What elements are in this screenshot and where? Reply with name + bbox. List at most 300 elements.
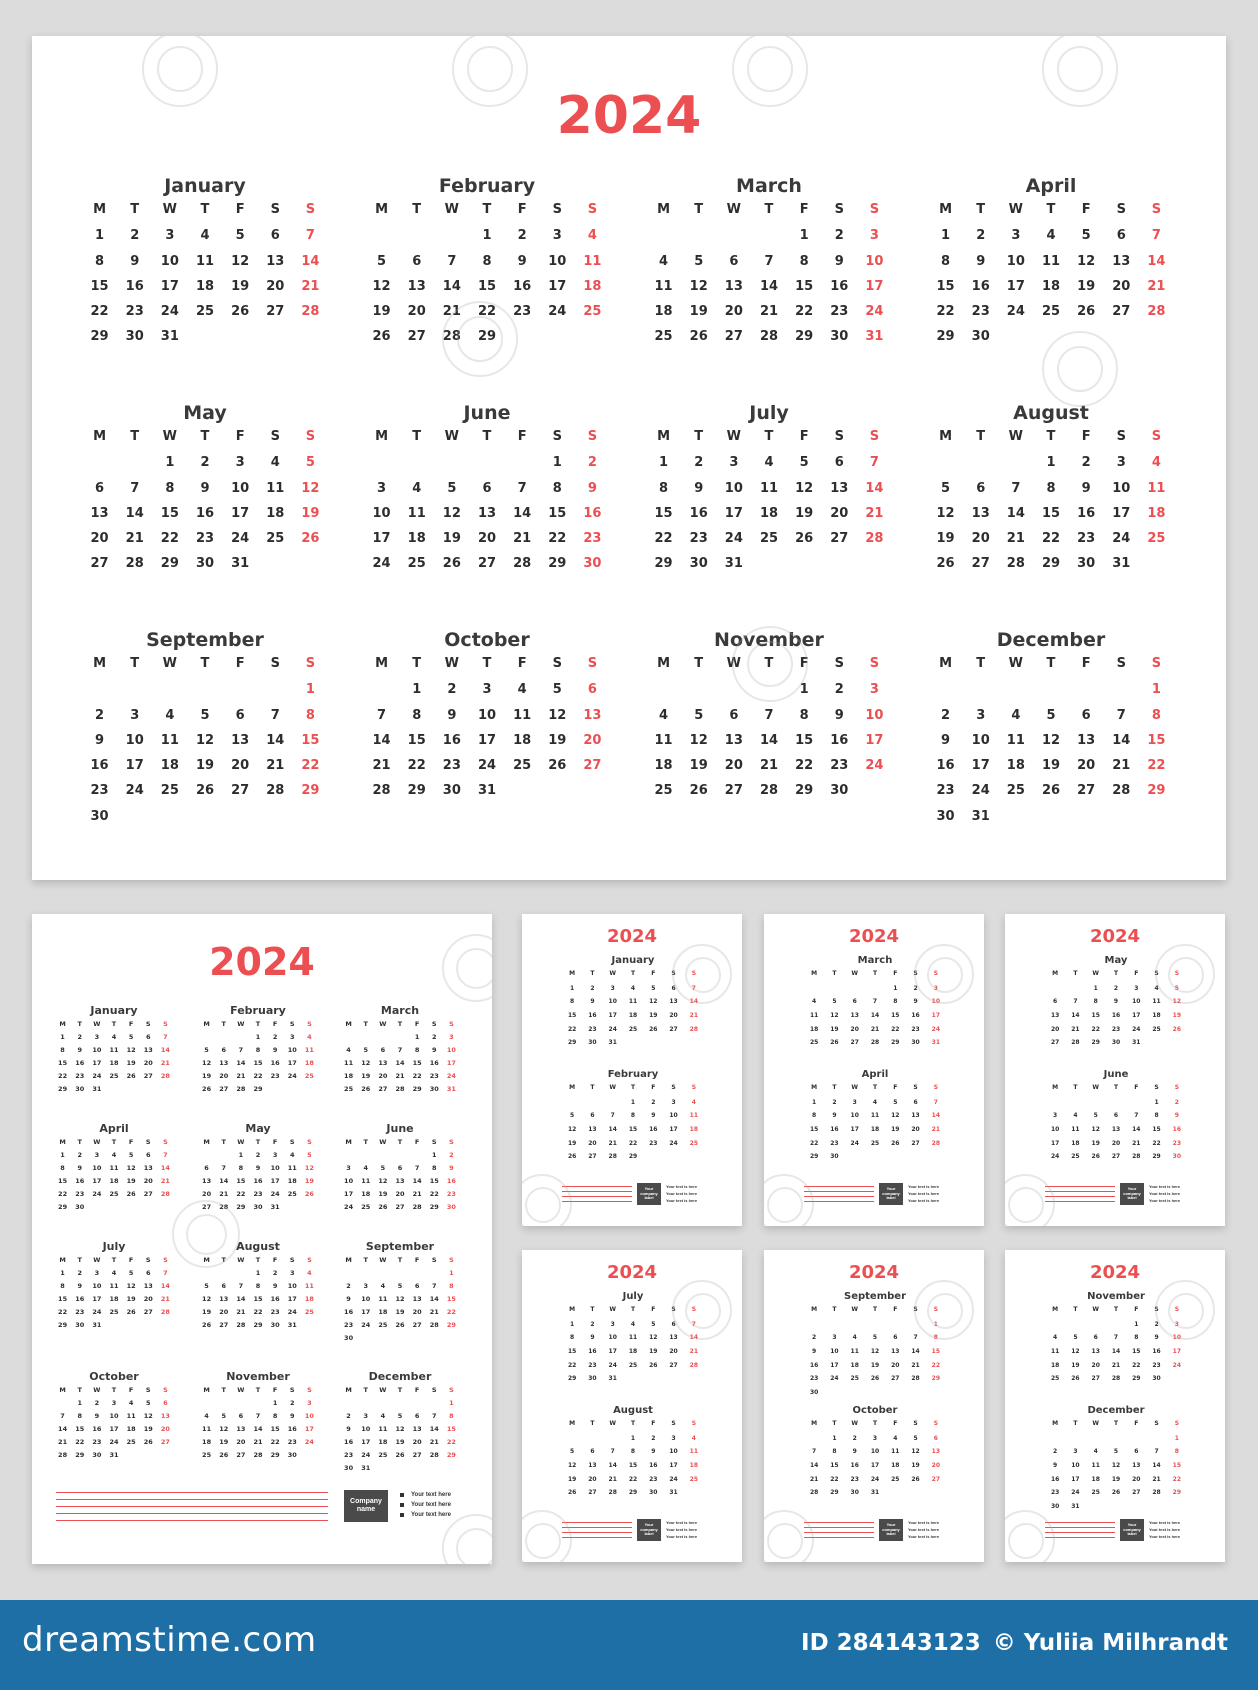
date-cell: 25 bbox=[378, 1321, 388, 1329]
contact-text: Your text is here bbox=[908, 1534, 940, 1539]
date-cell: 10 bbox=[287, 1046, 297, 1054]
date-cell: 28 bbox=[870, 1039, 880, 1047]
date-cell: 9 bbox=[651, 1112, 656, 1120]
date-cell: 14 bbox=[395, 1059, 405, 1067]
date-cell: 20 bbox=[724, 304, 743, 320]
sunday-date: 30 bbox=[583, 556, 602, 572]
date-cell: 27 bbox=[395, 1203, 405, 1211]
date-cell: 19 bbox=[372, 304, 391, 320]
date-cell: 5 bbox=[204, 1046, 209, 1054]
date-cell: 6 bbox=[221, 1282, 226, 1290]
date-cell: 12 bbox=[548, 707, 567, 723]
date-cell: 24 bbox=[372, 556, 391, 572]
date-cell: 2 bbox=[1081, 455, 1091, 471]
date-cell: 21 bbox=[253, 1438, 263, 1446]
weekday-header: S bbox=[1174, 1420, 1180, 1427]
date-cell: 7 bbox=[1073, 998, 1078, 1006]
date-cell: 18 bbox=[202, 1438, 212, 1446]
empty-cell bbox=[364, 450, 399, 475]
date-cell: 22 bbox=[936, 304, 955, 320]
date-cell: 12 bbox=[1091, 1126, 1100, 1134]
date-cell: 3 bbox=[363, 1412, 368, 1420]
date-cell: 4 bbox=[111, 1033, 117, 1041]
weekday-header: F bbox=[517, 656, 527, 671]
weekday-header: S bbox=[671, 1306, 676, 1313]
date-cell: 24 bbox=[477, 758, 497, 774]
weekday-header: M bbox=[345, 1386, 352, 1394]
date-cell: 7 bbox=[397, 1046, 403, 1054]
date-cell: 16 bbox=[75, 1295, 85, 1303]
month-block bbox=[340, 1122, 460, 1214]
sunday-date: 29 bbox=[446, 1451, 456, 1459]
two-month-page bbox=[1005, 914, 1225, 1226]
empty-cell bbox=[249, 1397, 266, 1410]
date-cell: 29 bbox=[429, 1203, 439, 1211]
date-cell: 31 bbox=[361, 1464, 371, 1472]
date-cell: 24 bbox=[287, 1072, 297, 1080]
weekday-header: W bbox=[93, 1138, 101, 1146]
date-cell: 23 bbox=[125, 304, 144, 320]
dreamstime-spiral-icon bbox=[1168, 957, 1204, 993]
day-grid bbox=[54, 1384, 174, 1462]
weekday-header: M bbox=[345, 1256, 352, 1264]
empty-cell bbox=[215, 1267, 232, 1280]
sunday-date: 20 bbox=[931, 1462, 941, 1470]
weekday-header: T bbox=[1073, 1084, 1078, 1091]
day-grid bbox=[82, 652, 328, 829]
weekday-header: M bbox=[345, 1138, 352, 1146]
date-cell: 30 bbox=[195, 556, 215, 572]
note-line bbox=[56, 1492, 328, 1493]
weekday-header: T bbox=[255, 1020, 261, 1028]
date-cell: 1 bbox=[432, 1151, 437, 1159]
date-cell: 19 bbox=[442, 531, 461, 547]
date-cell: 9 bbox=[694, 480, 704, 496]
note-line bbox=[1045, 1537, 1115, 1538]
date-cell: 27 bbox=[266, 304, 285, 320]
weekday-header: W bbox=[379, 1020, 387, 1028]
date-cell: 27 bbox=[588, 1153, 597, 1161]
date-cell: 11 bbox=[344, 1059, 354, 1067]
dreamstime-spiral-icon bbox=[764, 1510, 814, 1562]
day-grid bbox=[364, 652, 610, 804]
empty-cell bbox=[215, 1149, 232, 1162]
date-cell: 16 bbox=[971, 278, 990, 294]
contact-text: Your text is here bbox=[666, 1191, 698, 1196]
date-cell: 19 bbox=[689, 758, 708, 774]
company-logo-placeholder: Your company label bbox=[879, 1519, 903, 1541]
day-grid bbox=[340, 1384, 460, 1475]
month-title: September bbox=[844, 1291, 906, 1302]
date-cell: 4 bbox=[893, 1434, 898, 1442]
empty-cell bbox=[1065, 1096, 1085, 1110]
date-cell: 11 bbox=[195, 253, 215, 269]
dreamstime-spiral-icon bbox=[914, 1280, 974, 1340]
date-cell: 26 bbox=[395, 1321, 405, 1329]
date-cell: 22 bbox=[795, 304, 814, 320]
date-cell: 25 bbox=[109, 1308, 119, 1316]
month-title: September bbox=[365, 1240, 435, 1253]
day-grid bbox=[928, 652, 1174, 829]
sunday-date: 17 bbox=[865, 732, 884, 748]
date-cell: 14 bbox=[266, 732, 285, 748]
weekday-header: F bbox=[1081, 429, 1091, 444]
weekday-header: M bbox=[939, 656, 953, 671]
date-cell: 5 bbox=[832, 998, 837, 1006]
date-cell: 25 bbox=[654, 783, 673, 799]
date-cell: 27 bbox=[891, 1375, 900, 1383]
date-cell: 17 bbox=[850, 1126, 859, 1134]
date-cell: 27 bbox=[724, 783, 743, 799]
empty-cell bbox=[374, 1031, 391, 1044]
date-cell: 2 bbox=[834, 682, 844, 698]
date-cell: 28 bbox=[266, 783, 285, 799]
day-grid bbox=[198, 1384, 318, 1462]
weekday-header: T bbox=[77, 1386, 82, 1394]
date-cell: 25 bbox=[160, 783, 179, 799]
date-cell: 18 bbox=[407, 531, 426, 547]
weekday-header: S bbox=[449, 1386, 454, 1394]
date-cell: 15 bbox=[628, 1126, 638, 1134]
weekday-header: T bbox=[482, 429, 492, 444]
weekday-header: S bbox=[289, 1386, 295, 1394]
weekday-header: S bbox=[913, 1420, 918, 1427]
sunday-date: 14 bbox=[160, 1282, 170, 1290]
dreamstime-spiral-icon bbox=[157, 46, 203, 92]
date-cell: 22 bbox=[429, 1190, 439, 1198]
date-cell: 20 bbox=[971, 531, 990, 547]
sunday-date: 30 bbox=[446, 1203, 456, 1211]
date-cell: 11 bbox=[850, 1348, 859, 1356]
empty-cell bbox=[963, 677, 998, 702]
date-cell: 9 bbox=[941, 732, 951, 748]
date-cell: 16 bbox=[649, 1126, 658, 1134]
date-cell: 23 bbox=[1152, 1361, 1161, 1369]
weekday-header: S bbox=[270, 202, 280, 217]
date-cell: 22 bbox=[567, 1361, 577, 1369]
date-cell: 27 bbox=[90, 556, 109, 572]
weekday-header: S bbox=[1154, 970, 1159, 977]
date-cell: 19 bbox=[219, 1438, 229, 1446]
date-cell: 26 bbox=[1071, 1375, 1080, 1383]
weekday-header: W bbox=[726, 202, 742, 217]
note-line bbox=[562, 1532, 632, 1533]
date-cell: 10 bbox=[669, 1112, 678, 1120]
date-cell: 2 bbox=[1053, 1448, 1058, 1456]
empty-cell bbox=[357, 1397, 374, 1410]
date-cell: 8 bbox=[255, 1046, 261, 1054]
sunday-date: 23 bbox=[446, 1190, 456, 1198]
note-line bbox=[56, 1520, 328, 1521]
date-cell: 27 bbox=[143, 1072, 153, 1080]
date-cell: 3 bbox=[872, 1434, 878, 1442]
sunday-date: 29 bbox=[1147, 783, 1166, 799]
date-cell: 8 bbox=[1134, 1334, 1139, 1342]
contact-item bbox=[400, 1510, 451, 1520]
date-cell: 23 bbox=[830, 758, 849, 774]
date-cell: 30 bbox=[936, 808, 955, 824]
date-cell: 25 bbox=[287, 1190, 297, 1198]
empty-cell bbox=[716, 223, 751, 248]
date-cell: 22 bbox=[1091, 1025, 1100, 1033]
date-cell: 11 bbox=[809, 1012, 819, 1020]
date-cell: 1 bbox=[1134, 1320, 1139, 1328]
date-cell: 27 bbox=[236, 1451, 246, 1459]
date-cell: 4 bbox=[1053, 1334, 1058, 1342]
date-cell: 23 bbox=[1077, 531, 1096, 547]
date-cell: 29 bbox=[567, 1375, 577, 1383]
date-cell: 29 bbox=[936, 329, 955, 345]
date-cell: 5 bbox=[200, 707, 210, 723]
weekday-header: W bbox=[379, 1138, 387, 1146]
sunday-date: 24 bbox=[865, 304, 884, 320]
date-cell: 14 bbox=[372, 732, 391, 748]
date-cell: 27 bbox=[378, 1085, 388, 1093]
date-cell: 28 bbox=[1112, 783, 1131, 799]
date-cell: 20 bbox=[477, 531, 497, 547]
contact-text: Your text is here bbox=[666, 1520, 698, 1525]
date-cell: 4 bbox=[412, 480, 422, 496]
empty-cell bbox=[928, 677, 963, 702]
sunday-date: 22 bbox=[446, 1438, 456, 1446]
contact-text: Your text here bbox=[411, 1492, 451, 1498]
date-cell: 28 bbox=[1006, 556, 1025, 572]
weekday-header: W bbox=[1008, 656, 1024, 671]
contact-text: Your text is here bbox=[908, 1198, 940, 1203]
weekday-header: M bbox=[59, 1386, 66, 1394]
date-cell: 5 bbox=[146, 1399, 151, 1407]
dreamstime-spiral-icon bbox=[914, 944, 974, 1004]
weekday-header: S bbox=[1154, 1084, 1159, 1091]
weekday-header: T bbox=[630, 1420, 636, 1427]
sunday-date: 22 bbox=[931, 1361, 941, 1369]
sunday-date: 18 bbox=[1147, 505, 1166, 521]
weekday-header: W bbox=[237, 1256, 245, 1264]
date-cell: 20 bbox=[1077, 758, 1096, 774]
date-cell: 25 bbox=[759, 531, 779, 547]
date-cell: 8 bbox=[630, 1112, 636, 1120]
weekday-header: W bbox=[851, 1306, 859, 1313]
date-cell: 31 bbox=[870, 1489, 880, 1497]
date-cell: 18 bbox=[195, 278, 215, 294]
date-cell: 13 bbox=[669, 998, 678, 1006]
dreamstime-spiral-icon bbox=[442, 1514, 492, 1564]
empty-cell bbox=[1086, 1432, 1106, 1446]
date-cell: 28 bbox=[1071, 1039, 1080, 1047]
note-lines bbox=[562, 1186, 632, 1206]
date-cell: 21 bbox=[266, 758, 285, 774]
date-cell: 24 bbox=[850, 1139, 859, 1147]
date-cell: 5 bbox=[128, 1269, 134, 1277]
date-cell: 25 bbox=[378, 1451, 388, 1459]
date-cell: 15 bbox=[253, 1295, 263, 1303]
year-title: 2024 bbox=[1089, 926, 1141, 947]
sunday-date: 16 bbox=[583, 505, 602, 521]
weekday-header: T bbox=[397, 1256, 403, 1264]
contact-item bbox=[908, 1197, 939, 1204]
date-cell: 15 bbox=[412, 1059, 422, 1067]
date-cell: 10 bbox=[231, 480, 250, 496]
empty-cell bbox=[364, 223, 399, 248]
date-cell: 12 bbox=[870, 1348, 880, 1356]
date-cell: 2 bbox=[130, 228, 140, 244]
date-cell: 16 bbox=[689, 505, 708, 521]
dreamstime-spiral-icon bbox=[685, 1293, 721, 1329]
date-cell: 23 bbox=[429, 1072, 439, 1080]
date-cell: 13 bbox=[911, 1112, 920, 1120]
month-block bbox=[1045, 1068, 1187, 1164]
date-cell: 25 bbox=[195, 304, 215, 320]
date-cell: 12 bbox=[126, 1046, 136, 1054]
date-cell: 6 bbox=[221, 1046, 226, 1054]
date-cell: 7 bbox=[1011, 480, 1021, 496]
date-cell: 12 bbox=[378, 1177, 388, 1185]
weekday-header: T bbox=[1046, 202, 1056, 217]
date-cell: 2 bbox=[517, 228, 527, 244]
date-cell: 26 bbox=[689, 783, 708, 799]
date-cell: 2 bbox=[590, 1320, 595, 1328]
date-cell: 9 bbox=[517, 253, 527, 269]
month-block bbox=[340, 1370, 460, 1475]
date-cell: 5 bbox=[651, 984, 656, 992]
date-cell: 16 bbox=[195, 505, 215, 521]
weekday-header: T bbox=[412, 429, 422, 444]
date-cell: 25 bbox=[870, 1139, 880, 1147]
empty-cell bbox=[117, 677, 152, 702]
date-cell: 29 bbox=[567, 1039, 577, 1047]
date-cell: 23 bbox=[442, 758, 461, 774]
dreamstime-spiral-icon bbox=[685, 957, 721, 993]
date-cell: 3 bbox=[671, 1434, 676, 1442]
date-cell: 2 bbox=[913, 984, 918, 992]
date-cell: 31 bbox=[109, 1451, 119, 1459]
date-cell: 9 bbox=[272, 1282, 278, 1290]
date-cell: 4 bbox=[111, 1151, 117, 1159]
date-cell: 2 bbox=[77, 1269, 82, 1277]
date-cell: 15 bbox=[270, 1425, 280, 1433]
sunday-date: 3 bbox=[869, 682, 879, 698]
date-cell: 27 bbox=[830, 531, 849, 547]
sunday-date: 20 bbox=[583, 732, 602, 748]
date-cell: 11 bbox=[378, 1295, 388, 1303]
sunday-date: 24 bbox=[865, 758, 884, 774]
date-cell: 24 bbox=[830, 1375, 839, 1383]
date-cell: 6 bbox=[204, 1164, 209, 1172]
date-cell: 18 bbox=[1050, 1361, 1060, 1369]
month-block bbox=[54, 1122, 174, 1214]
date-cell: 12 bbox=[1041, 732, 1061, 748]
date-cell: 4 bbox=[165, 707, 175, 723]
weekday-header: T bbox=[590, 970, 595, 977]
date-cell: 4 bbox=[872, 1098, 878, 1106]
date-cell: 16 bbox=[75, 1177, 85, 1185]
date-cell: 12 bbox=[219, 1425, 229, 1433]
date-cell: 12 bbox=[830, 1012, 839, 1020]
date-cell: 24 bbox=[870, 1475, 880, 1483]
empty-cell bbox=[1086, 1318, 1106, 1332]
date-cell: 1 bbox=[482, 228, 492, 244]
month-block bbox=[198, 1370, 318, 1462]
date-cell: 13 bbox=[724, 278, 743, 294]
sunday-date: 3 bbox=[307, 1399, 312, 1407]
date-cell: 1 bbox=[799, 228, 809, 244]
date-cell: 30 bbox=[1152, 1375, 1161, 1383]
date-cell: 6 bbox=[976, 480, 986, 496]
sunday-date: 1 bbox=[1174, 1434, 1179, 1442]
date-cell: 27 bbox=[143, 1190, 153, 1198]
date-cell: 11 bbox=[109, 1282, 119, 1290]
date-cell: 4 bbox=[812, 998, 817, 1006]
date-cell: 29 bbox=[1152, 1153, 1161, 1161]
note-line bbox=[1045, 1522, 1115, 1523]
date-cell: 18 bbox=[628, 1012, 638, 1020]
sunday-date: 4 bbox=[691, 1434, 696, 1442]
note-line bbox=[804, 1522, 874, 1523]
sunday-date: 3 bbox=[933, 984, 938, 992]
date-cell: 22 bbox=[795, 758, 814, 774]
weekday-header: M bbox=[657, 429, 671, 444]
date-cell: 16 bbox=[911, 1012, 920, 1020]
weekday-header: S bbox=[587, 429, 598, 444]
weekday-header: S bbox=[289, 1138, 295, 1146]
date-cell: 27 bbox=[669, 1361, 678, 1369]
day-grid bbox=[928, 425, 1174, 577]
month-title: October bbox=[89, 1370, 139, 1383]
sunday-date: 20 bbox=[160, 1425, 170, 1433]
author-credit[interactable]: © Yuliia Milhrandt bbox=[992, 1630, 1228, 1656]
dreamstime-spiral-icon bbox=[1155, 944, 1215, 1004]
date-cell: 18 bbox=[759, 505, 779, 521]
date-cell: 29 bbox=[58, 1085, 68, 1093]
date-cell: 24 bbox=[361, 1451, 371, 1459]
date-cell: 31 bbox=[287, 1321, 297, 1329]
date-cell: 19 bbox=[649, 1348, 658, 1356]
date-cell: 23 bbox=[830, 304, 849, 320]
weekday-header: T bbox=[832, 1084, 837, 1091]
weekday-header: W bbox=[379, 1386, 387, 1394]
weekday-header: S bbox=[552, 429, 562, 444]
date-cell: 13 bbox=[266, 253, 285, 269]
date-cell: 14 bbox=[513, 505, 532, 521]
month-title: April bbox=[861, 1069, 889, 1080]
date-cell: 19 bbox=[567, 1475, 577, 1483]
date-cell: 8 bbox=[570, 1334, 575, 1342]
weekday-header: F bbox=[1081, 656, 1091, 671]
date-cell: 7 bbox=[221, 1164, 226, 1172]
dreamstime-logo[interactable]: dreamstime.com bbox=[22, 1620, 317, 1660]
date-cell: 6 bbox=[834, 455, 844, 471]
empty-cell bbox=[562, 1096, 582, 1110]
sunday-date: 22 bbox=[1172, 1475, 1182, 1483]
sunday-date: 2 bbox=[587, 455, 597, 471]
date-cell: 30 bbox=[971, 329, 990, 345]
date-cell: 14 bbox=[1071, 1012, 1080, 1020]
date-cell: 6 bbox=[590, 1112, 595, 1120]
sunday-date: 29 bbox=[301, 783, 320, 799]
contact-text: Your text is here bbox=[666, 1527, 698, 1532]
weekday-header: W bbox=[162, 202, 178, 217]
date-cell: 10 bbox=[608, 998, 617, 1006]
note-line bbox=[562, 1186, 632, 1187]
date-cell: 8 bbox=[893, 998, 898, 1006]
date-cell: 18 bbox=[891, 1462, 900, 1470]
note-line bbox=[804, 1196, 874, 1197]
weekday-header: W bbox=[1092, 1420, 1100, 1427]
weekday-header: S bbox=[869, 656, 880, 671]
date-cell: 8 bbox=[1046, 480, 1056, 496]
sunday-date: 26 bbox=[1172, 1025, 1182, 1033]
date-cell: 11 bbox=[891, 1448, 900, 1456]
